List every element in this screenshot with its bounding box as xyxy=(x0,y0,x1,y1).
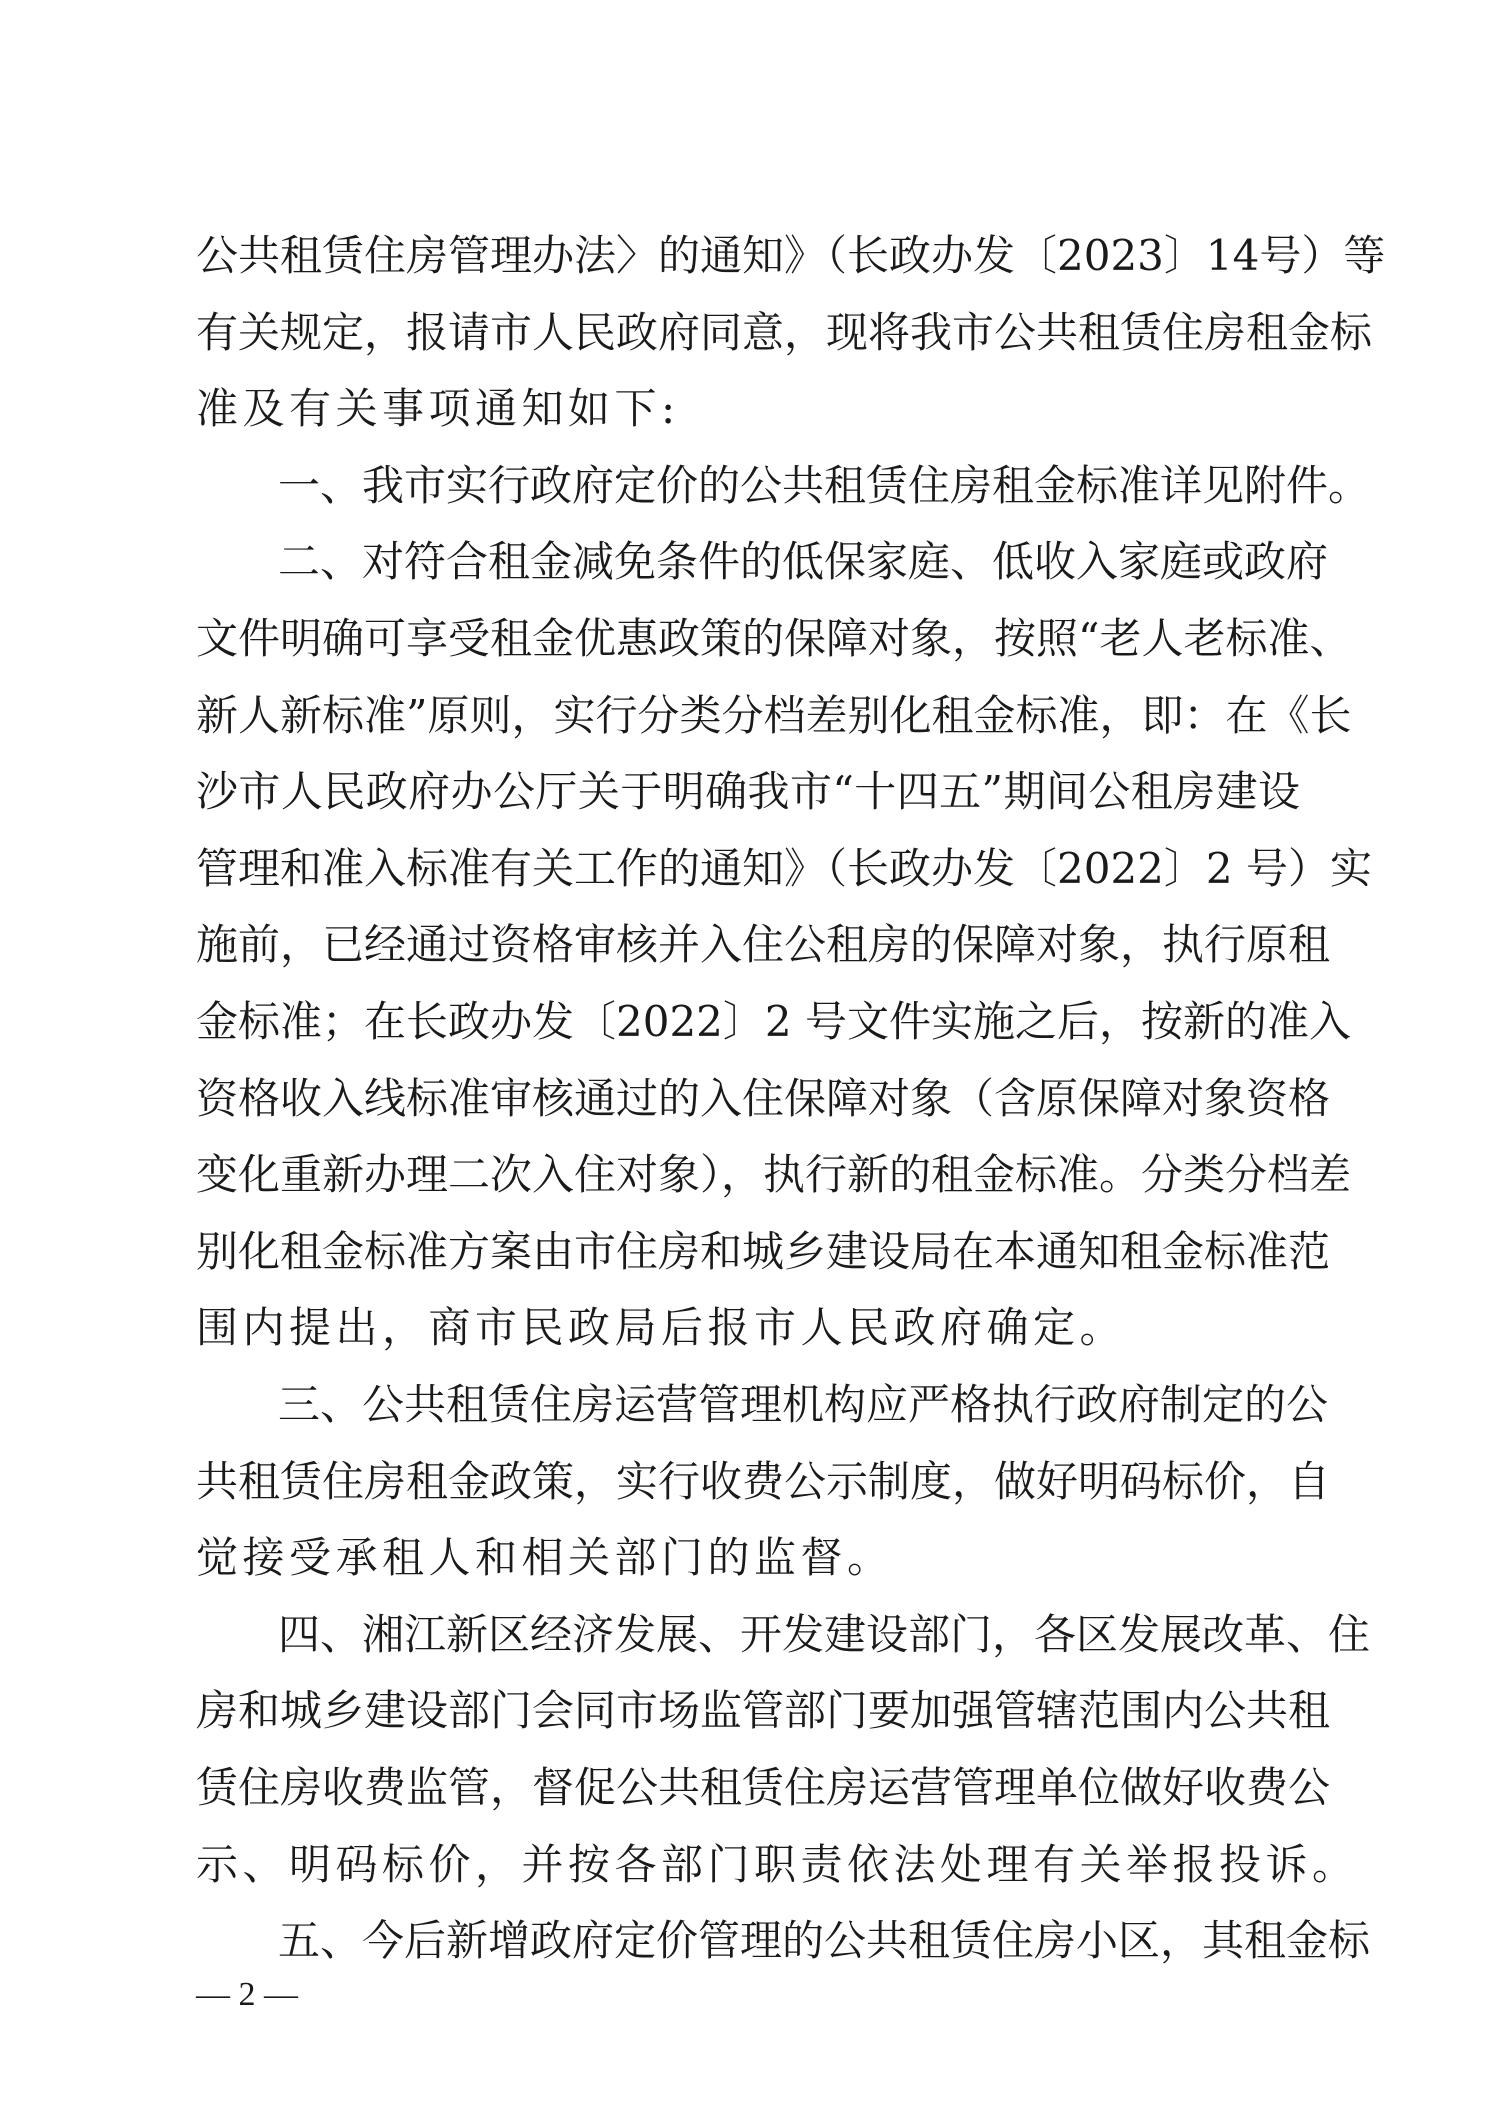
text-line: 四、湘江新区经济发展、开发建设部门，各区发展改革、住 xyxy=(278,1610,1371,1659)
text-line: 公共租赁住房管理办法〉的通知》（长政办发〔2023〕14号）等 xyxy=(196,231,1386,280)
text-line: 有关规定，报请市人民政府同意，现将我市公共租赁住房租金标 xyxy=(196,308,1373,357)
text-line: 赁住房收费监管，督促公共租赁住房运营管理单位做好收费公 xyxy=(196,1763,1331,1812)
text-line: 三、公共租赁住房运营管理机构应严格执行政府制定的公 xyxy=(278,1380,1329,1429)
text-line: 共租赁住房租金政策，实行收费公示制度，做好明码标价，自 xyxy=(196,1457,1331,1506)
text-line: 五、今后新增政府定价管理的公共租赁住房小区，其租金标 xyxy=(278,1916,1371,1965)
text-line: 变化重新办理二次入住对象），执行新的租金标准。分类分档差 xyxy=(196,1150,1352,1199)
text-line: 别化租金标准方案由市住房和城乡建设局在本通知租金标准范 xyxy=(196,1227,1331,1276)
text-line: 资格收入线标准审核通过的入住保障对象（含原保障对象资格 xyxy=(196,1074,1331,1123)
text-line: 文件明确可享受租金优惠政策的保障对象，按照“老人老标准、 xyxy=(196,614,1352,663)
text-line: 一、我市实行政府定价的公共租赁住房租金标准详见附件。 xyxy=(278,461,1371,510)
page-number: — 2 — xyxy=(196,1976,298,2013)
text-line: 围内提出，商市民政局后报市人民政府确定。 xyxy=(196,1303,1127,1352)
text-line: 金标准；在长政办发〔2022〕2 号文件实施之后，按新的准入 xyxy=(196,997,1351,1046)
text-line: 施前，已经通过资格审核并入住公租房的保障对象，执行原租 xyxy=(196,920,1331,969)
text-line: 管理和准入标准有关工作的通知》（长政办发〔2022〕2 号）实 xyxy=(196,844,1372,893)
text-line: 沙市人民政府办公厅关于明确我市“十四五”期间公租房建设 xyxy=(196,767,1300,816)
text-line: 准及有关事项通知如下: xyxy=(196,384,680,433)
text-line: 觉接受承租人和相关部门的监督。 xyxy=(196,1533,894,1582)
text-line: 新人新标准”原则，实行分类分档差别化租金标准，即：在《长 xyxy=(196,691,1352,740)
text-line: 示、明码标价，并按各部门职责依法处理有关举报投诉。 xyxy=(196,1840,1359,1889)
text-line: 二、对符合租金减免条件的低保家庭、低收入家庭或政府 xyxy=(278,537,1329,586)
text-line: 房和城乡建设部门会同市场监管部门要加强管辖范围内公共租 xyxy=(196,1686,1331,1735)
